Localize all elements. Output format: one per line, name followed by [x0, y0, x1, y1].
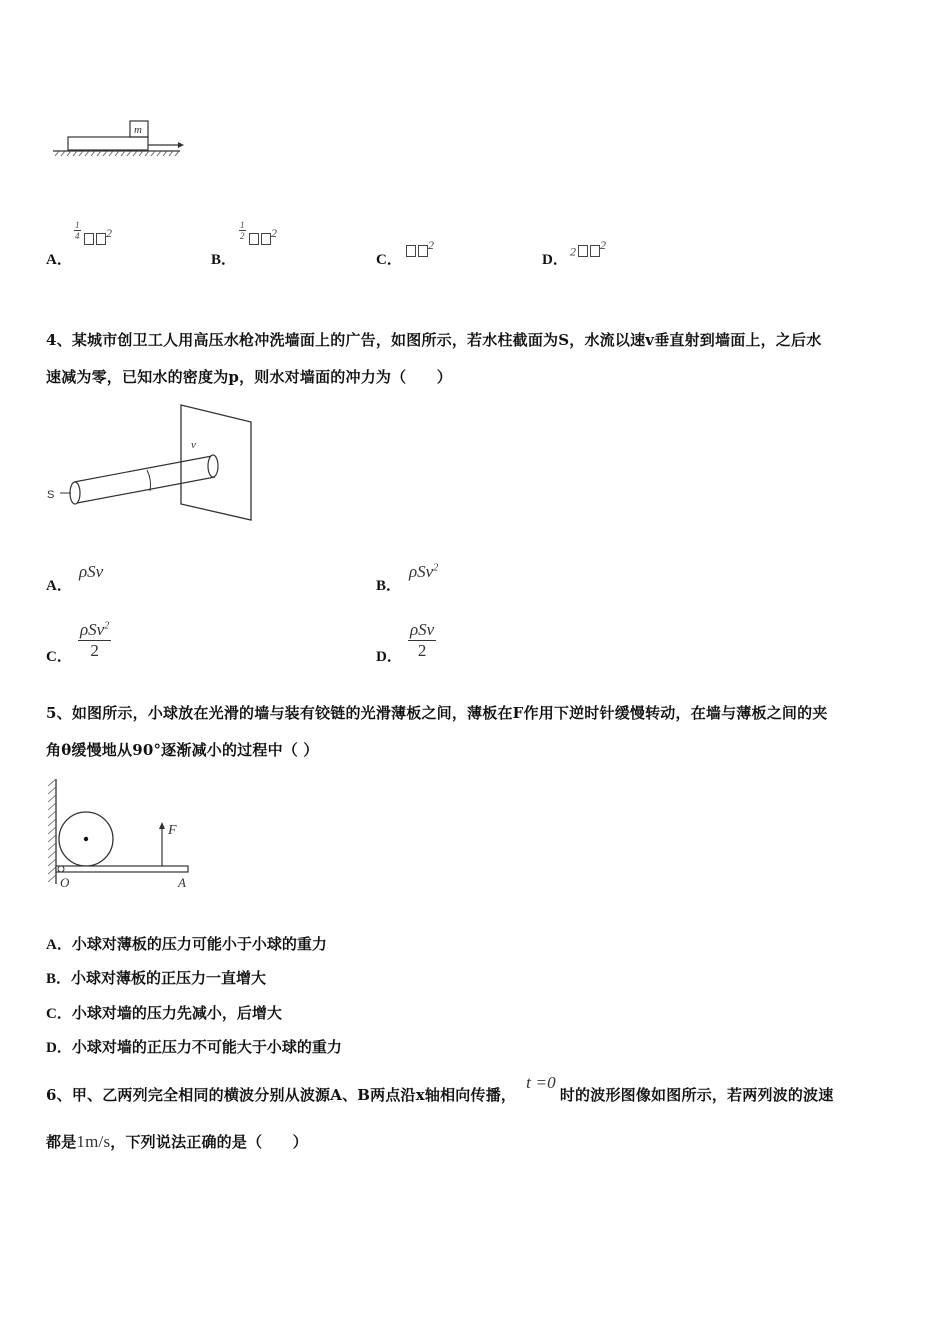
- label-s: S: [47, 489, 55, 501]
- mass-label: m: [134, 124, 142, 136]
- water-jet-figure: [44, 400, 259, 525]
- q5-d-label: D．: [46, 1040, 72, 1056]
- q3-a-label: A．: [46, 252, 72, 268]
- pipe-joint: [147, 470, 151, 491]
- q5-line1: 5、如图所示，小球放在光滑的墙与装有铰链的光滑薄板之间，薄板在F作用下逆时针缓慢转动，在墙与薄板之间的夹: [46, 704, 828, 722]
- q6-speed: 1m/s: [76, 1132, 111, 1151]
- q4-c-sup: 2: [104, 620, 110, 632]
- q5-a-label: A．: [46, 937, 72, 953]
- thin-board: [56, 866, 188, 872]
- q3-a-glyphs: 2: [82, 226, 112, 247]
- q4-d-den: 2: [417, 641, 427, 660]
- board: [68, 137, 148, 150]
- q5-option-c[interactable]: [46, 1002, 282, 1023]
- q4-d-fraction: [408, 620, 436, 661]
- q3-c-glyphs: 2: [404, 238, 434, 259]
- q5-d-text: 小球对墙的正压力不可能大于小球的重力: [71, 1038, 342, 1056]
- q3-b-coef: $\frac{1}{2}$: [240, 220, 245, 241]
- q3-b-label: B．: [211, 252, 237, 268]
- q3-d-glyphs: 2 $^2$: [570, 238, 606, 259]
- q6-line2-b: ，下列说法正确的是（ ）: [110, 1133, 308, 1151]
- ball-center: [84, 837, 88, 841]
- q6-line2: [46, 1123, 308, 1161]
- q4-b-expr: [409, 562, 438, 582]
- q3-a-coef: $\frac{1}{4}$: [75, 220, 80, 241]
- q5-option-b[interactable]: [46, 967, 266, 988]
- force-arrow-head: [159, 822, 165, 829]
- q4-c-label: C．: [46, 649, 72, 665]
- q4-a-expr: ρSv: [79, 562, 104, 581]
- q6-line1-b: 时的波形图像如图所示，若两列波的波速: [559, 1086, 834, 1104]
- q3-d-label: D．: [542, 252, 568, 268]
- q4-c-fraction: [78, 620, 111, 661]
- pipe-end-left: [70, 482, 80, 504]
- q5-c-text: 小球对墙的压力先减小，后增大: [71, 1004, 282, 1022]
- q3-c-label: C．: [376, 252, 402, 268]
- q5-c-label: C．: [46, 1006, 72, 1022]
- hinge: [58, 866, 64, 872]
- wall-hatch: [48, 779, 56, 882]
- q3-b-glyphs: 2: [247, 226, 277, 247]
- label-f: F: [168, 823, 177, 838]
- q4-b-label: B．: [376, 578, 402, 594]
- q5-a-text: 小球对薄板的压力可能小于小球的重力: [71, 935, 327, 953]
- label-a: A: [178, 875, 186, 890]
- q5-line2: 角θ缓慢地从90°逐渐减小的过程中（ ）: [46, 741, 319, 759]
- label-o: O: [60, 875, 70, 890]
- pipe-end-right: [208, 455, 218, 477]
- block-figure: [50, 115, 185, 160]
- q5-option-a[interactable]: [46, 933, 327, 954]
- label-v: v: [191, 439, 196, 451]
- q6-t-expr: t =0: [526, 1073, 556, 1092]
- ground-hatch: [55, 151, 179, 156]
- q4-b-sup: 2: [433, 562, 439, 574]
- q4-d-num: ρSv: [410, 620, 435, 639]
- q6-line1: [46, 1073, 834, 1114]
- q5-b-text: 小球对薄板的正压力一直增大: [71, 969, 267, 987]
- q5-b-label: B．: [46, 971, 72, 987]
- q4-b-base: ρSv: [409, 562, 434, 581]
- q4-d-label: D．: [376, 649, 402, 665]
- q4-line1: 4、某城市创卫工人用高压水枪冲洗墙面上的广告，如图所示，若水柱截面为S，水流以速v垂直射到墙面上，之后水: [46, 331, 822, 349]
- q6-line2-a: 都是: [46, 1133, 77, 1151]
- q4-line2: 速减为零，已知水的密度为p，则水对墙面的冲力为（ ）: [46, 368, 452, 386]
- arrow-head: [178, 142, 184, 148]
- q4-a-label: A．: [46, 578, 72, 594]
- ball-wall-figure: [40, 774, 200, 892]
- q4-c-num: ρSv: [80, 620, 105, 639]
- q4-c-den: 2: [90, 641, 99, 660]
- q6-line1-a: 6、甲、乙两列完全相同的横波分别从波源A、B两点沿x轴相向传播，: [46, 1086, 517, 1104]
- q5-option-d[interactable]: [46, 1036, 342, 1057]
